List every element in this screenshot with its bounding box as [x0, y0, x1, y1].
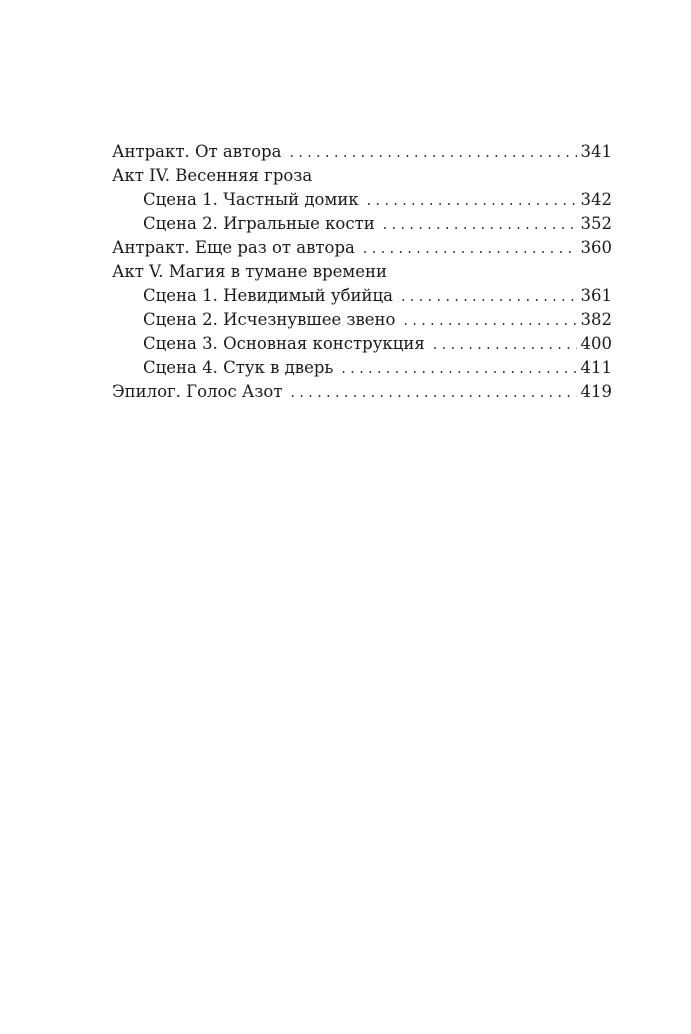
toc-entry: [112, 380, 612, 404]
table-of-contents: [112, 140, 612, 404]
toc-entry-page: 360: [580, 238, 612, 257]
toc-entry-page: 382: [580, 310, 612, 329]
toc-entry: [112, 356, 612, 380]
toc-section-heading: [112, 164, 612, 188]
toc-entry-title: Акт V. Магия в тумане времени: [112, 262, 387, 281]
toc-leader-dots: [341, 357, 576, 381]
toc-entry-title: Сцена 2. Исчезнувшее звено: [143, 310, 396, 329]
toc-entry-page: 361: [580, 286, 612, 305]
toc-entry-title: Антракт. Еще раз от автора: [112, 238, 355, 257]
toc-leader-dots: [363, 237, 577, 261]
toc-entry-title: Акт IV. Весенняя гроза: [112, 166, 313, 185]
toc-entry-page: 352: [580, 214, 612, 233]
toc-entry-title: Сцена 4. Стук в дверь: [143, 358, 334, 377]
toc-entry: [112, 332, 612, 356]
toc-entry-page: 411: [580, 358, 612, 377]
toc-entry-page: 419: [580, 382, 612, 401]
toc-entry-title: Эпилог. Голос Азот: [112, 382, 283, 401]
toc-section-heading: [112, 260, 612, 284]
toc-entry: [112, 140, 612, 164]
toc-leader-dots: [401, 285, 577, 309]
toc-leader-dots: [291, 381, 577, 405]
toc-entry: [112, 308, 612, 332]
toc-entry: [112, 284, 612, 308]
toc-entry-title: Сцена 1. Невидимый убийца: [143, 286, 393, 305]
toc-leader-dots: [383, 213, 577, 237]
toc-entry-page: 341: [580, 142, 612, 161]
toc-leader-dots: [367, 189, 577, 213]
toc-leader-dots: [433, 333, 577, 357]
toc-entry: [112, 236, 612, 260]
toc-entry: [112, 188, 612, 212]
toc-entry-title: Сцена 3. Основная конструкция: [143, 334, 425, 353]
toc-entry-page: 400: [580, 334, 612, 353]
toc-entry-title: Сцена 2. Игральные кости: [143, 214, 375, 233]
toc-leader-dots: [403, 309, 576, 333]
toc-entry-title: Сцена 1. Частный домик: [143, 190, 359, 209]
toc-entry-page: 342: [580, 190, 612, 209]
toc-entry-title: Антракт. От автора: [112, 142, 282, 161]
toc-leader-dots: [289, 141, 576, 165]
toc-entry: [112, 212, 612, 236]
